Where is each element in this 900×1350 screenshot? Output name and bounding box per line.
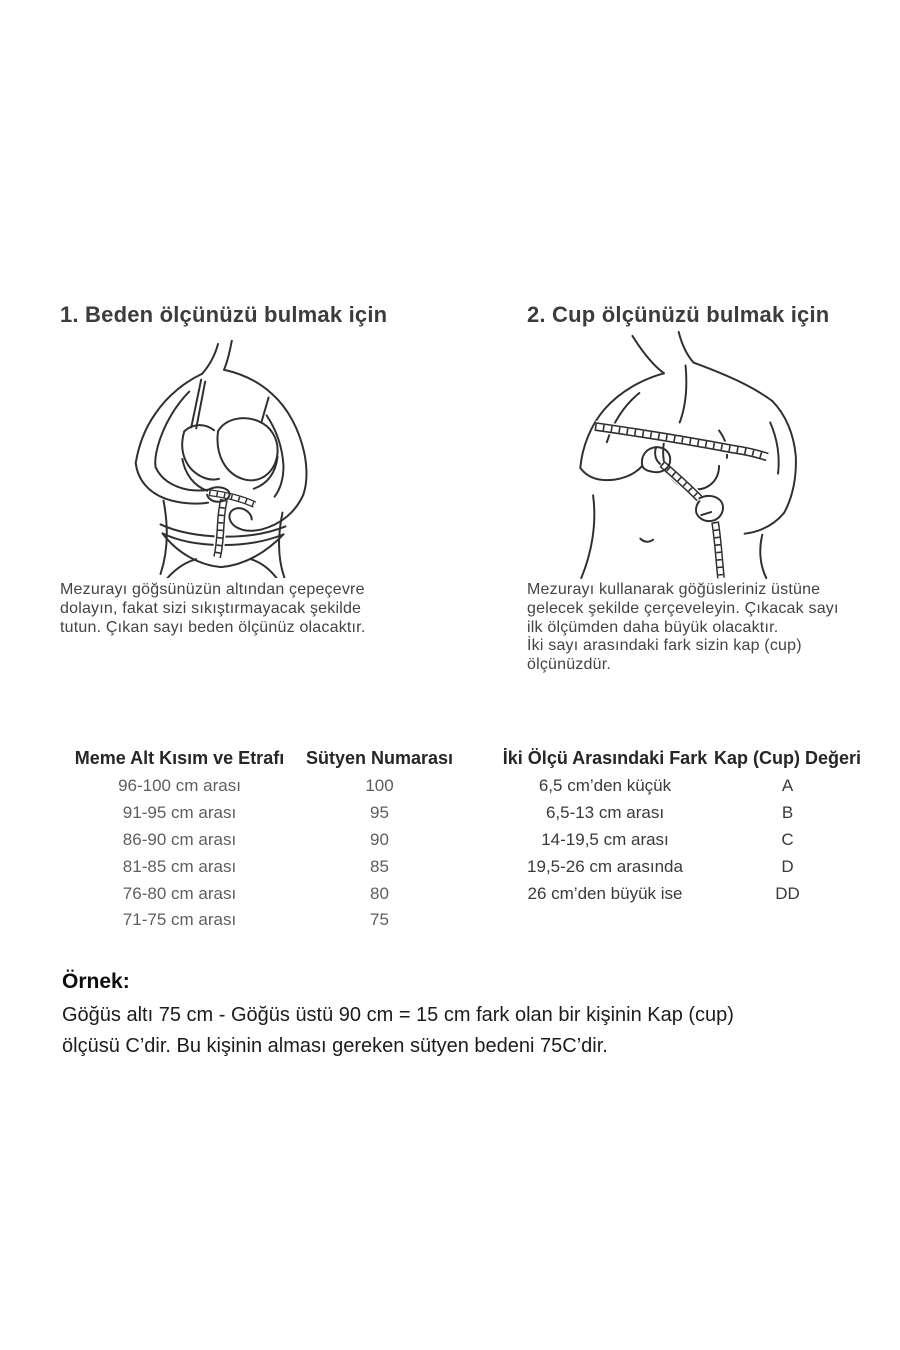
table-cell: 6,5 cm’den küçük — [538, 776, 672, 796]
measuring-tape — [595, 426, 767, 578]
band-size-table — [62, 743, 462, 934]
table-cell: 91-95 cm arası — [122, 803, 237, 823]
description-line: tutun. Çıkan sayı beden ölçünüz olacaktır. — [60, 618, 366, 636]
overbust-measurement-illustration — [538, 330, 843, 580]
cup-size-section-heading: 2. Cup ölçünüzü bulmak için — [527, 302, 830, 327]
table-cell: B — [781, 803, 794, 823]
table-cell: 6,5-13 cm arası — [545, 803, 665, 823]
table-cell: 76-80 cm arası — [122, 883, 237, 903]
example-title: Örnek: — [62, 970, 130, 993]
description-line: Mezurayı kullanarak göğüsleriniz üstüne — [527, 581, 821, 598]
description-line: ilk ölçümden daha büyük olacaktır. — [527, 618, 779, 636]
column-header-band-size: Sütyen Numarası — [305, 747, 454, 768]
table-cell: 81-85 cm arası — [122, 856, 237, 876]
table-cell: 80 — [370, 883, 389, 903]
cup-size-table — [502, 743, 870, 907]
table-cell: 100 — [365, 776, 394, 796]
example-line: Göğüs altı 75 cm - Göğüs üstü 90 cm = 15 cm fark olan bir kişinin Kap (cup) — [62, 1004, 734, 1026]
band-size-description — [60, 581, 365, 637]
table-cell: C — [781, 829, 794, 849]
table-cell: 85 — [370, 856, 389, 876]
column-header-difference: İki Ölçü Arasındaki Fark — [502, 747, 708, 768]
table-cell: D — [781, 856, 794, 876]
table-cell: DD — [775, 883, 800, 903]
column-header-measurement: Meme Alt Kısım ve Etrafı — [74, 747, 285, 768]
table-cell: 86-90 cm arası — [122, 829, 237, 849]
table-cell: A — [781, 776, 794, 796]
table-cell: 95 — [370, 803, 389, 823]
description-line: ölçünüzdür. — [527, 656, 612, 674]
cup-size-description — [527, 581, 839, 675]
table-cell: 14-19,5 cm arası — [541, 829, 669, 849]
table-cell: 90 — [370, 829, 389, 849]
column-header-cup-value: Kap (Cup) Değeri — [713, 747, 861, 768]
table-cell: 26 cm’den büyük ise — [527, 883, 683, 903]
example-text — [62, 1000, 734, 1061]
table-cell: 75 — [370, 910, 389, 930]
table-cell: 96-100 cm arası — [118, 776, 241, 796]
description-line: gelecek şekilde çerçeveleyin. Çıkacak sayı — [527, 599, 839, 617]
description-line: dolayın, fakat sizi sıkıştırmayacak şekilde — [60, 599, 362, 617]
table-cell: 19,5-26 cm arasında — [527, 856, 683, 876]
example-line: ölçüsü C’dir. Bu kişinin alması gereken sütyen bedeni 75C’dir. — [62, 1034, 608, 1057]
band-size-section-heading: 1. Beden ölçünüzü bulmak için — [60, 302, 388, 327]
description-line: İki sayı arasındaki fark sizin kap (cup) — [527, 637, 802, 655]
table-cell: 71-75 cm arası — [122, 910, 237, 930]
description-line: Mezurayı göğsünüzün altından çepeçevre — [60, 581, 365, 598]
underbust-measurement-illustration — [96, 340, 348, 578]
